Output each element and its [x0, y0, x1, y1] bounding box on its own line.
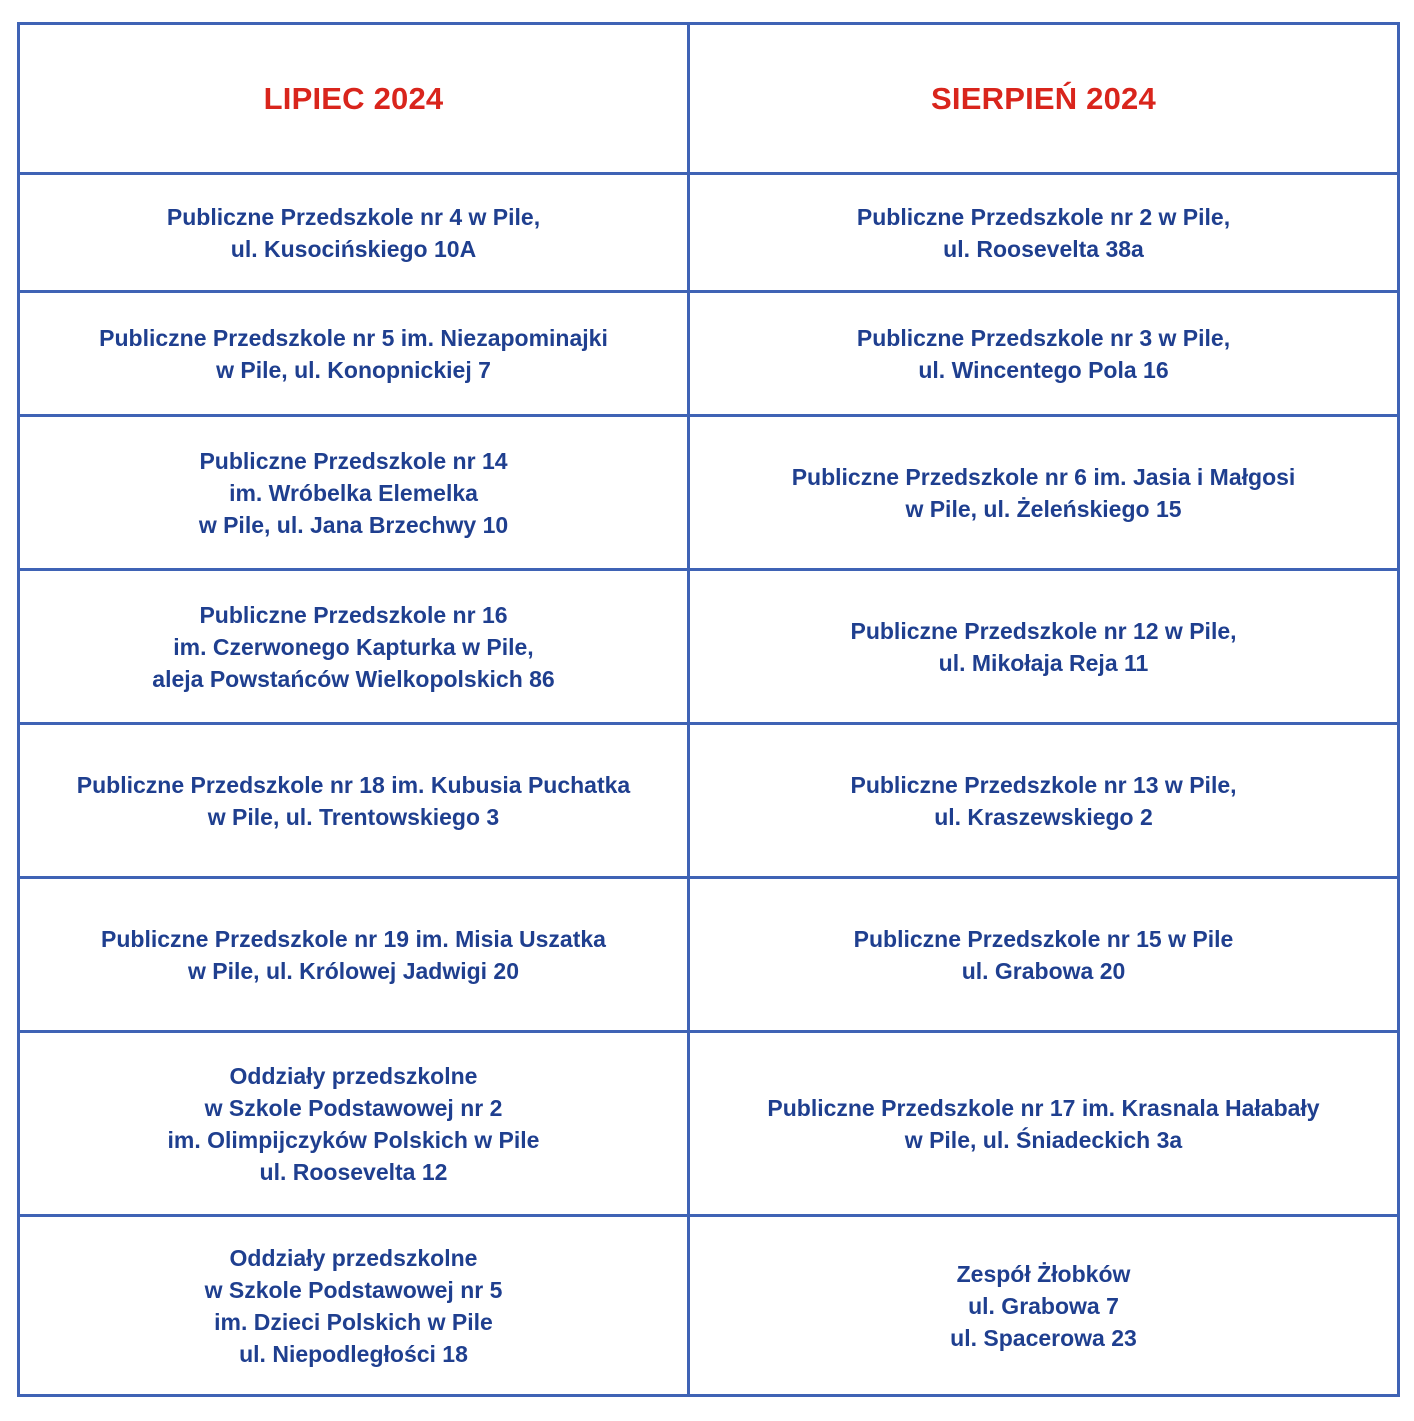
- cell-line: Zespół Żłobków: [956, 1260, 1131, 1287]
- table-row: [19, 724, 1399, 878]
- cell-line: Oddziały przedszkolne: [229, 1244, 478, 1271]
- cell-line: im. Olimpijczyków Polskich w Pile: [167, 1126, 540, 1153]
- cell-line: Publiczne Przedszkole nr 14: [199, 447, 508, 474]
- table-row: [19, 570, 1399, 724]
- cell-line: w Pile, ul. Trentowskiego 3: [207, 803, 500, 830]
- cell-line: Publiczne Przedszkole nr 4 w Pile,: [166, 203, 541, 230]
- cell-line: w Pile, ul. Jana Brzechwy 10: [198, 511, 509, 538]
- cell-line: w Szkole Podstawowej nr 2: [204, 1094, 503, 1121]
- cell-august: [689, 1216, 1399, 1396]
- cell-line: ul. Kraszewskiego 2: [934, 803, 1153, 830]
- cell-july: [19, 878, 689, 1032]
- table-row: [19, 1032, 1399, 1216]
- cell-july: [19, 292, 689, 416]
- cell-line: w Pile, ul. Śniadeckich 3a: [904, 1126, 1183, 1153]
- cell-line: Publiczne Przedszkole nr 5 im. Niezapominajki: [99, 324, 608, 351]
- column-header-july: LIPIEC 2024: [19, 24, 689, 174]
- cell-august: [689, 416, 1399, 570]
- cell-august: [689, 1032, 1399, 1216]
- cell-line: w Pile, ul. Królowej Jadwigi 20: [187, 957, 520, 984]
- cell-line: ul. Grabowa 20: [961, 957, 1126, 984]
- cell-line: ul. Roosevelta 12: [259, 1158, 448, 1185]
- table-row: [19, 416, 1399, 570]
- table-row: [19, 292, 1399, 416]
- table-body: [19, 174, 1399, 1396]
- cell-july: [19, 416, 689, 570]
- cell-line: w Pile, ul. Żeleńskiego 15: [905, 495, 1182, 522]
- cell-line: Publiczne Przedszkole nr 6 im. Jasia i Małgosi: [791, 463, 1296, 490]
- table-row: [19, 1216, 1399, 1396]
- cell-july: [19, 570, 689, 724]
- cell-line: ul. Wincentego Pola 16: [918, 356, 1169, 383]
- header-row: [19, 24, 1399, 174]
- cell-july: [19, 174, 689, 292]
- cell-august: [689, 292, 1399, 416]
- cell-august: [689, 724, 1399, 878]
- cell-line: Publiczne Przedszkole nr 13 w Pile,: [850, 771, 1237, 798]
- cell-line: Publiczne Przedszkole nr 12 w Pile,: [850, 617, 1237, 644]
- cell-line: ul. Niepodległości 18: [239, 1340, 468, 1367]
- cell-line: aleja Powstańców Wielkopolskich 86: [152, 665, 555, 692]
- cell-line: ul. Roosevelta 38a: [943, 235, 1144, 262]
- cell-line: w Szkole Podstawowej nr 5: [204, 1276, 503, 1303]
- cell-line: ul. Mikołaja Reja 11: [938, 649, 1149, 676]
- cell-line: w Pile, ul. Konopnickiej 7: [216, 356, 491, 383]
- cell-line: im. Dzieci Polskich w Pile: [214, 1308, 493, 1335]
- cell-august: [689, 174, 1399, 292]
- cell-line: Publiczne Przedszkole nr 2 w Pile,: [856, 203, 1231, 230]
- cell-line: Oddziały przedszkolne: [229, 1062, 478, 1089]
- cell-july: [19, 1032, 689, 1216]
- cell-line: Publiczne Przedszkole nr 18 im. Kubusia Puchatka: [76, 771, 631, 798]
- cell-line: ul. Spacerowa 23: [950, 1324, 1137, 1351]
- cell-line: im. Wróbelka Elemelka: [229, 479, 478, 506]
- cell-line: ul. Kusocińskiego 10A: [230, 235, 477, 262]
- cell-line: ul. Grabowa 7: [968, 1292, 1119, 1319]
- cell-august: [689, 570, 1399, 724]
- cell-line: Publiczne Przedszkole nr 16: [199, 601, 508, 628]
- cell-line: im. Czerwonego Kapturka w Pile,: [173, 633, 534, 660]
- table-row: [19, 878, 1399, 1032]
- cell-line: Publiczne Przedszkole nr 19 im. Misia Uszatka: [101, 925, 606, 952]
- cell-line: Publiczne Przedszkole nr 3 w Pile,: [856, 324, 1231, 351]
- table-row: [19, 174, 1399, 292]
- cell-july: [19, 1216, 689, 1396]
- cell-line: Publiczne Przedszkole nr 17 im. Krasnala Hałabały: [767, 1094, 1320, 1121]
- schedule-table: [17, 22, 1400, 1397]
- cell-august: [689, 878, 1399, 1032]
- cell-july: [19, 724, 689, 878]
- column-header-august: SIERPIEŃ 2024: [689, 24, 1399, 174]
- cell-line: Publiczne Przedszkole nr 15 w Pile: [853, 925, 1234, 952]
